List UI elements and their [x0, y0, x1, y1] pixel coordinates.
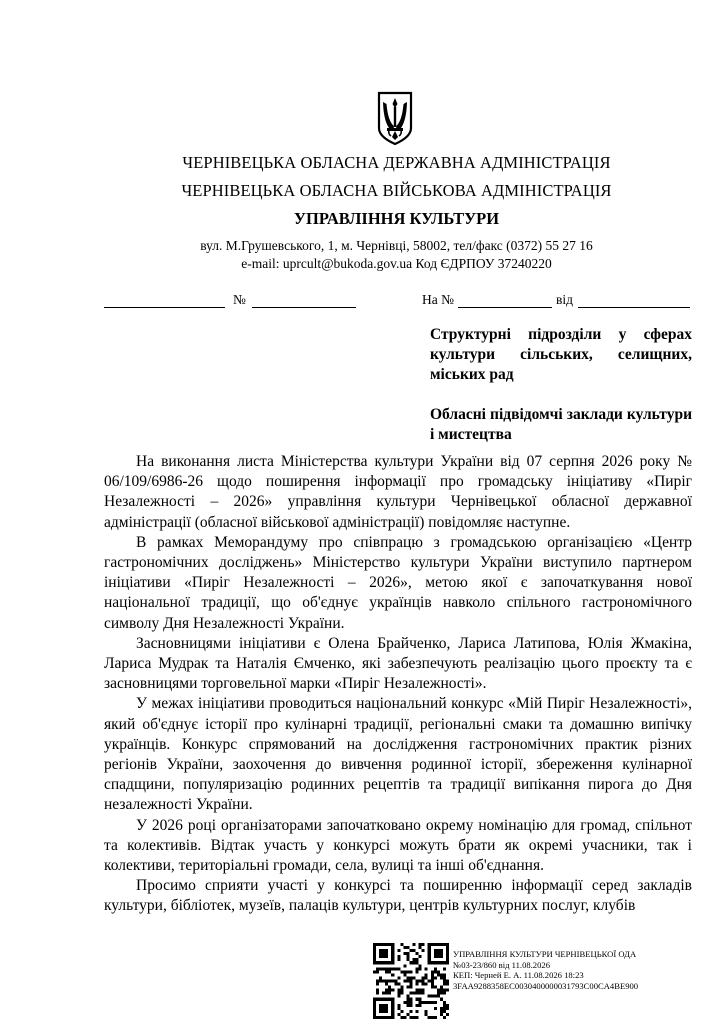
department-name: УПРАВЛІННЯ КУЛЬТУРИ [293, 209, 500, 228]
letter-body [104, 452, 692, 917]
body-paragraph: Просимо сприяти участі у конкурсі та поширенню інформації серед закладів культури, бібліотек, музеїв, палаців культури, центрів культурних послуг, клубів [104, 877, 692, 915]
reply-number-label: На № [422, 292, 454, 307]
body-paragraph: Засновницями ініціативи є Олена Брайченко, Лариса Латипова, Юлія Жмакіна, Лариса Мудрак та Наталія Ємченко, які забезпечують реалізацію цього проєкту та є засновницями торговельної марки «Пиріг Незалежності». [104, 634, 692, 693]
body-paragraph: В рамках Меморандуму про співпрацю з громадською організацією «Центр гастрономічних досліджень» Міністерство культури України виступило партнером ініціативи «Пиріг Незалежності – 2026», метою якої є започаткування нової національної традиції, що об'єднує українців навколо спільного гастрономічного символу Дня Незалежності України. [104, 533, 692, 632]
reply-date-blank-line [578, 307, 690, 308]
stamp-organization: УПРАВЛІННЯ КУЛЬТУРИ ЧЕРНІВЕЦЬКОЇ ОДА [453, 949, 637, 959]
addressee-regional-institutions: Обласні підвідомчі заклади культури і мистецтва [430, 406, 692, 443]
addressee-local-councils: Структурні підрозділи у сферах культури сільських, селищних, міських рад [430, 326, 692, 383]
reply-number-blank-line [458, 307, 552, 308]
department-address: вул. М.Грушевського, 1, м. Чернівці, 58002, тел/факс (0372) 55 27 16 [200, 238, 593, 253]
reply-date-label: від [556, 292, 573, 307]
number-label: № [233, 292, 246, 307]
stamp-certificate-id: 3FAA9288358EC0030400000031793C00CA4BE900 [453, 980, 639, 991]
administration-name-military: ЧЕРНІВЕЦЬКА ОБЛАСНА ВІЙСЬКОВА АДМІНІСТРАЦІЯ [181, 181, 612, 200]
number-blank-line [252, 307, 356, 308]
trident-emblem-icon [376, 90, 414, 146]
administration-name-civil: ЧЕРНІВЕЦЬКА ОБЛАСНА ДЕРЖАВНА АДМІНІСТРАЦІЯ [182, 153, 611, 172]
registration-line [0, 292, 725, 314]
body-paragraph: У межах ініціативи проводиться національний конкурс «Мій Пиріг Незалежності», який об'єднує історії про кулінарні традиції, регіональні смаки та домашню випічку українців. Конкурс спрямований на дослідження гастрономічних практик різних регіонів України, заохочення до вивчення родинної історії, збереження кулінарної спадщини, популяризацію родинних рецептів та традиції випікання пирога до Дня незалежності України. [104, 695, 692, 814]
qr-code-icon [373, 943, 449, 1019]
body-paragraph: У 2026 році організаторами започатковано окрему номінацію для громад, спільнот та колективів. Відтак участь у конкурсі можуть брати як окремі учасники, так і колективи, територіальні громади, села, вулиці та інші об'єднання. [104, 816, 692, 875]
department-email-code: e-mail: uprcult@bukoda.gov.ua Код ЄДРПОУ 37240220 [241, 256, 552, 271]
stamp-registration-number: №03-23/860 від 11.08.2026 [453, 959, 550, 970]
stamp-signer: КЕП: Черней Е. А. 11.08.2026 18:23 [453, 970, 584, 981]
e-signature-stamp [453, 949, 703, 991]
date-blank-line [104, 307, 225, 308]
body-paragraph: На виконання листа Міністерства культури України від 07 серпня 2026 року № 06/109/6986-26 щодо поширення інформації про громадську ініціативу «Пиріг Незалежності – 2026» управління культури Чернівецької обласної державної адміністрації (обласної військової адміністрації) повідомляє наступне. [104, 453, 692, 531]
